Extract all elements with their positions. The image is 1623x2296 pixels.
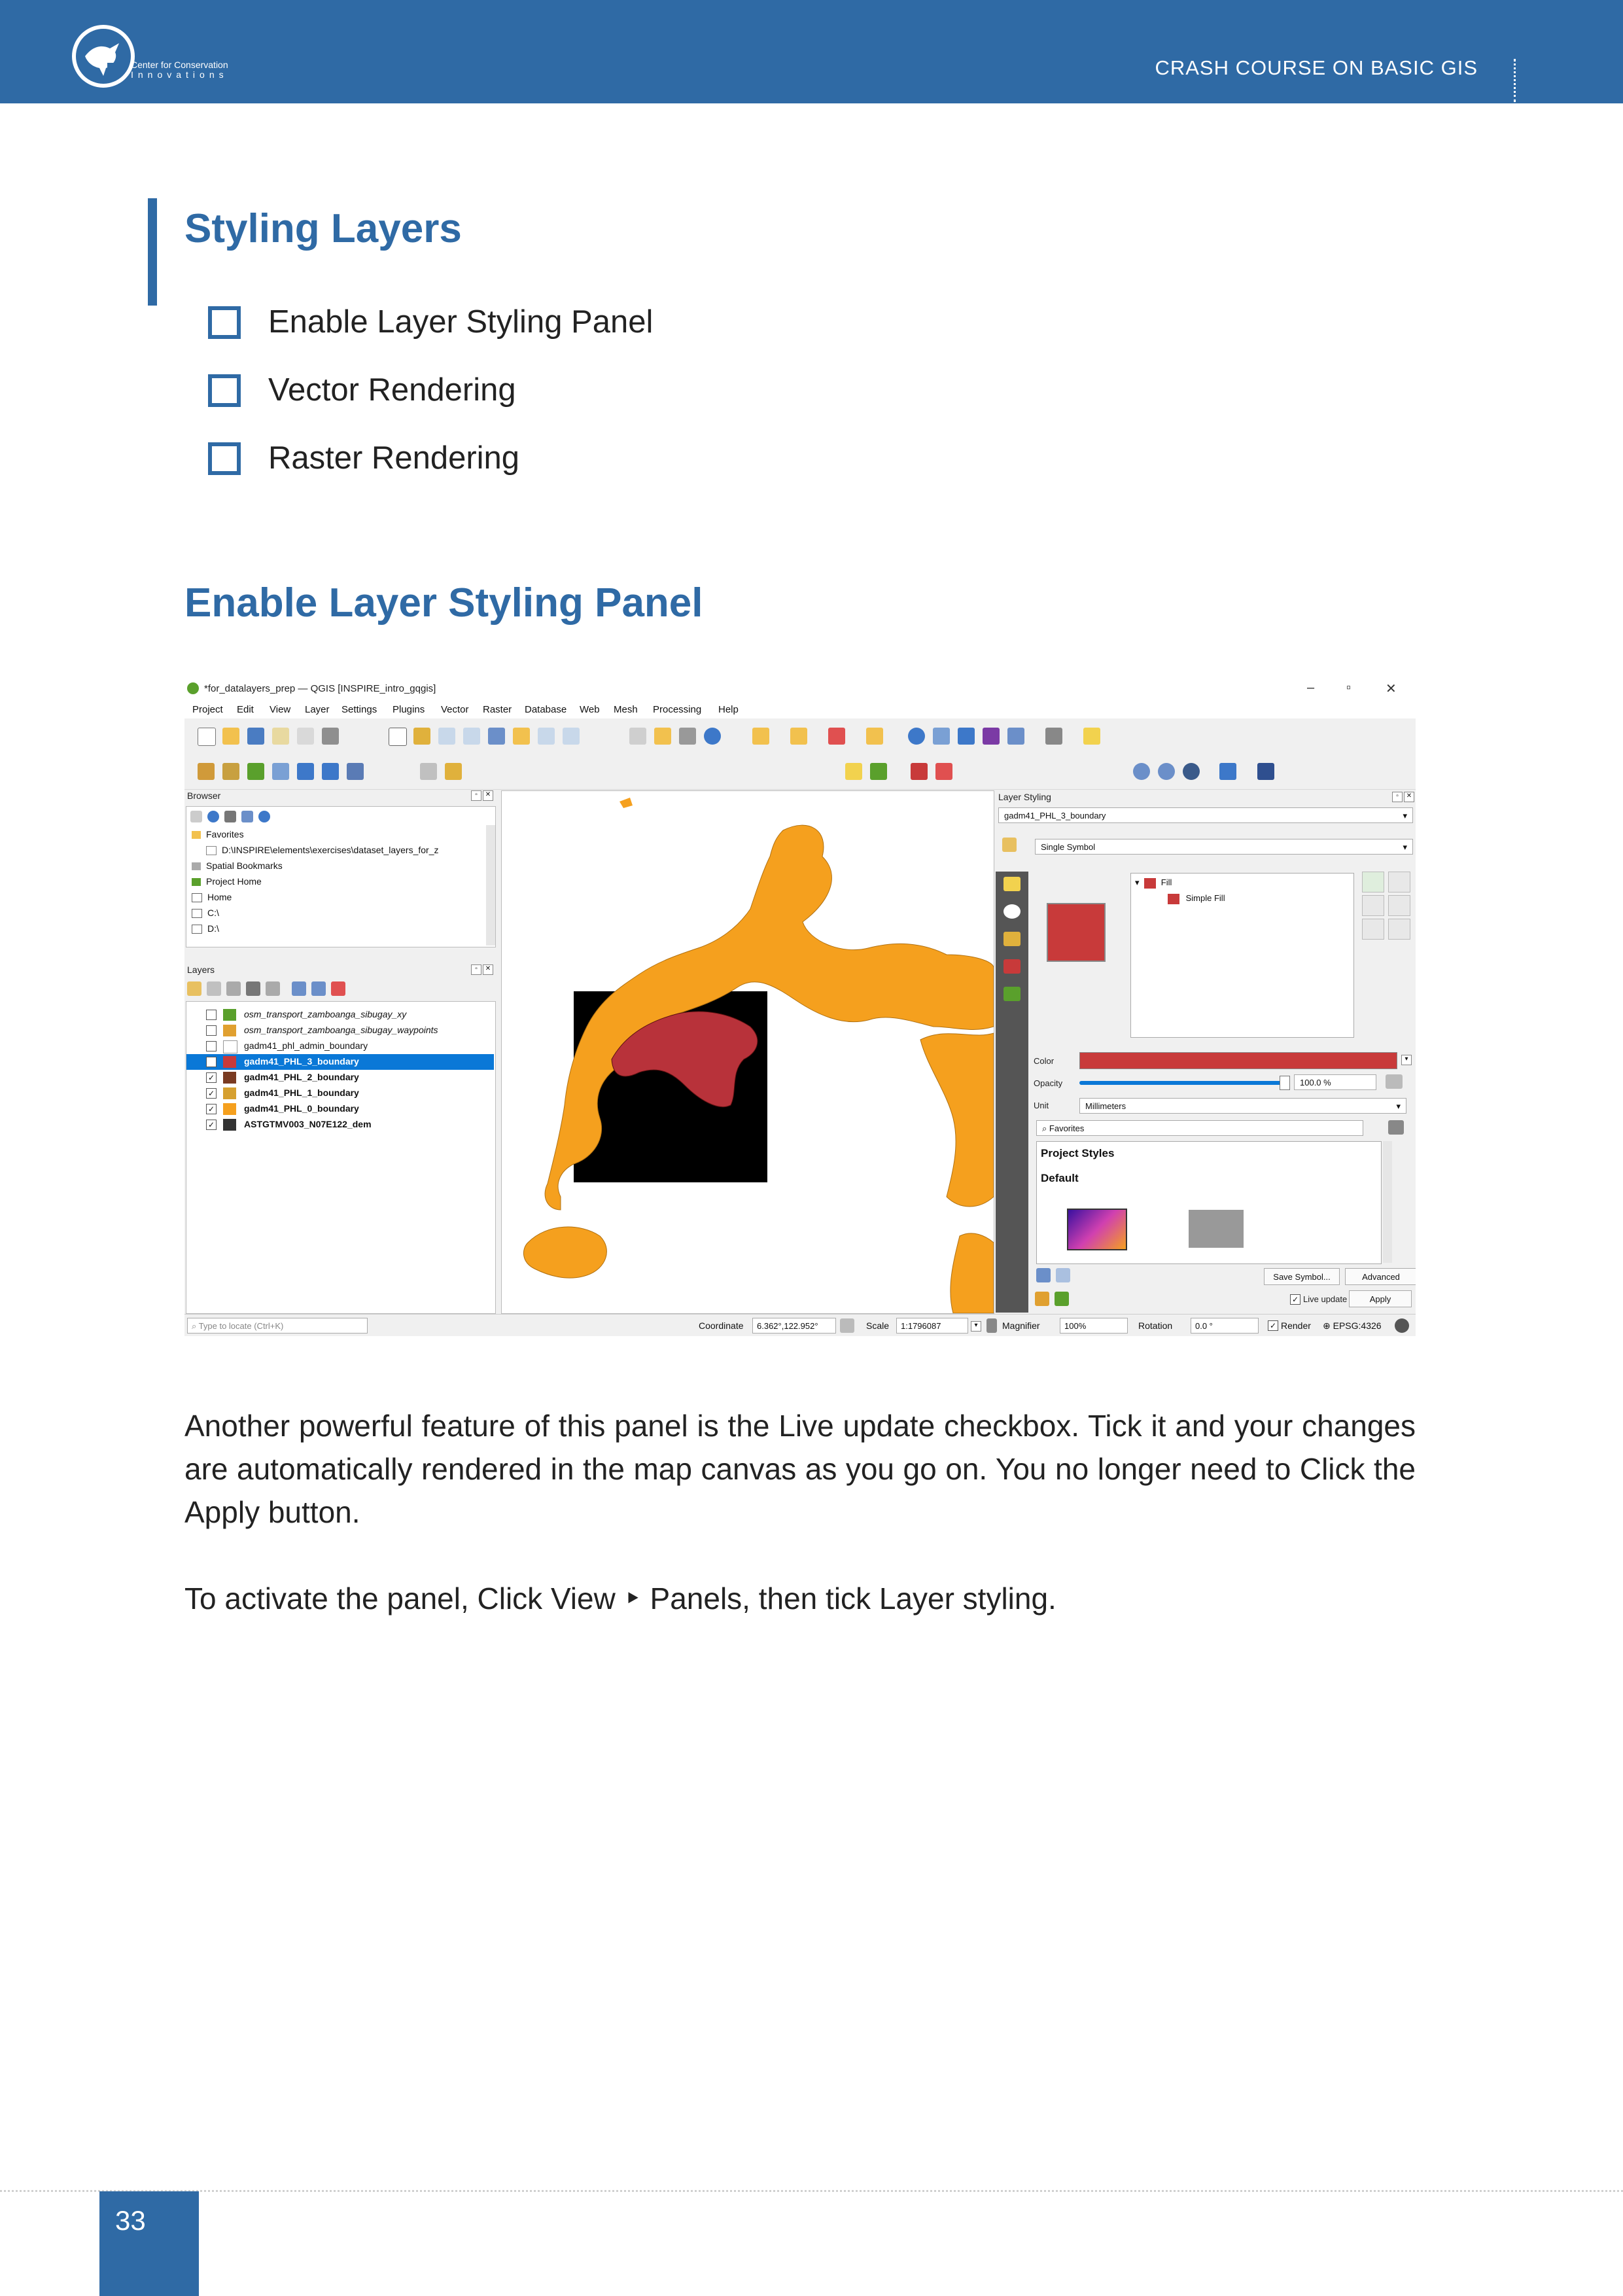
unit-label: Unit [1034, 1101, 1049, 1110]
style-manager-icon[interactable] [322, 728, 339, 745]
zoom-out-icon[interactable] [463, 728, 480, 745]
library-scrollbar[interactable] [1383, 1141, 1392, 1263]
zoom-layer-icon[interactable] [538, 728, 555, 745]
checklist-item-label: Vector Rendering [268, 372, 516, 408]
refresh-icon[interactable] [704, 728, 721, 745]
star-icon [192, 831, 201, 839]
select-value-icon[interactable] [790, 728, 807, 745]
panel-close-icon[interactable]: ✕ [483, 964, 493, 975]
live-update-label: Live update [1303, 1294, 1348, 1304]
crs-value: EPSG:4326 [1333, 1320, 1382, 1331]
rotation-label: Rotation [1138, 1320, 1173, 1331]
tab-history-icon[interactable] [1003, 987, 1021, 1001]
favorites-value: Favorites [1049, 1123, 1085, 1133]
tab-labels-icon[interactable] [1003, 904, 1021, 919]
icon-view-icon[interactable] [1036, 1268, 1051, 1282]
zoom-full-icon[interactable] [488, 728, 505, 745]
footer-divider [0, 2190, 1623, 2192]
toggle-editing-icon[interactable] [420, 763, 437, 780]
browser-item-label: D:\INSPIRE\elements\exercises\dataset_layers_for_z [222, 845, 439, 855]
simple-fill-swatch-icon [1168, 894, 1179, 904]
list-view-icon[interactable] [1056, 1268, 1070, 1282]
main-toolbar [184, 718, 1416, 754]
add-selected-icon[interactable] [190, 811, 202, 822]
remove-symbol-layer-button[interactable] [1362, 895, 1384, 916]
checkbox-icon [208, 374, 241, 407]
magnifier-field[interactable]: 100% [1060, 1318, 1128, 1333]
styling-footer [1028, 1288, 1416, 1313]
layer-row[interactable] [186, 1070, 494, 1086]
browser-item-label: Favorites [206, 829, 244, 839]
settings-gear-icon[interactable] [958, 728, 975, 745]
locator-placeholder: Type to locate (Ctrl+K) [198, 1321, 284, 1331]
layer-visibility-checkbox[interactable]: ✓ [206, 1088, 217, 1099]
unit-value: Millimeters [1085, 1101, 1126, 1111]
annotation-icon[interactable] [1083, 728, 1100, 745]
coordinate-field[interactable]: 6.362°,122.952° [752, 1318, 836, 1333]
style-library-icon[interactable] [1388, 1120, 1404, 1135]
island-southeast [951, 1233, 994, 1313]
opacity-slider-handle[interactable] [1280, 1076, 1290, 1090]
organization-name [131, 60, 228, 80]
layer-symbol-icon [223, 1009, 236, 1021]
filter-icon[interactable] [246, 981, 260, 996]
renderer-dropdown[interactable] [1035, 839, 1413, 855]
browser-panel-title: Browser [187, 790, 221, 801]
browser-item-drive-d[interactable] [192, 923, 219, 934]
drive-icon [192, 925, 202, 934]
move-up-button[interactable] [1388, 872, 1410, 892]
redo-icon[interactable] [1055, 1292, 1069, 1306]
color-label: Color [1034, 1056, 1055, 1066]
map-canvas[interactable] [501, 790, 994, 1314]
layer-visibility-checkbox[interactable]: ✓ [206, 1104, 217, 1114]
add-symbol-layer-button[interactable] [1362, 872, 1384, 892]
menu-help[interactable]: Help [718, 704, 739, 715]
browser-toolbar [190, 811, 321, 825]
symbol-layer-tree [1130, 873, 1354, 1038]
collapse-all-icon[interactable] [311, 981, 326, 996]
browser-item-project-home[interactable] [192, 876, 262, 887]
page-number: 33 [115, 2205, 146, 2236]
pencil-edit-icon[interactable] [445, 763, 462, 780]
layer-symbol-icon [223, 1025, 236, 1036]
layer-name: ASTGTMV003_N07E122_dem [244, 1119, 372, 1129]
browser-panel [186, 806, 496, 947]
menu-settings[interactable]: Settings [341, 704, 377, 715]
minimize-button[interactable]: – [1307, 680, 1315, 695]
opacity-slider[interactable] [1079, 1081, 1282, 1085]
close-button[interactable]: ✕ [1386, 682, 1397, 696]
panel-float-icon[interactable]: ▫ [471, 790, 481, 801]
add-mesh-icon[interactable] [347, 763, 364, 780]
open-project-icon[interactable] [222, 728, 239, 745]
layer-row[interactable] [186, 1117, 494, 1133]
island-south [523, 1227, 606, 1278]
symbol-tree-fill-label: Fill [1161, 877, 1172, 887]
favorites-search[interactable] [1036, 1120, 1363, 1136]
apply-button[interactable]: Apply [1349, 1290, 1412, 1307]
expand-arrow-icon: ▾ [1135, 877, 1140, 887]
new-map-view-icon[interactable] [629, 728, 646, 745]
layer-name: osm_transport_zamboanga_sibugay_xy [244, 1009, 407, 1019]
browser-scrollbar[interactable] [486, 825, 495, 945]
browser-item-drive-c[interactable] [192, 908, 219, 918]
layer-row[interactable] [186, 1101, 494, 1117]
zoom-in-icon[interactable] [438, 728, 455, 745]
temporal-controller-icon[interactable] [679, 728, 696, 745]
symbol-tree-simple-fill-label: Simple Fill [1185, 893, 1225, 903]
expression-filter-icon[interactable] [266, 981, 280, 996]
layer-name: gadm41_PHL_1_boundary [244, 1087, 359, 1098]
advanced-button[interactable]: Advanced [1345, 1268, 1416, 1285]
layer-select-dropdown[interactable] [998, 807, 1413, 823]
browser-item-label: Project Home [206, 876, 262, 887]
style-brush-icon[interactable] [187, 981, 201, 996]
measure-icon[interactable] [866, 728, 883, 745]
opacity-label: Opacity [1034, 1078, 1063, 1088]
python-console-icon[interactable] [1219, 763, 1236, 780]
lock-button[interactable] [1388, 919, 1410, 940]
symbol-preview-swatch [1047, 903, 1106, 962]
page-header [0, 0, 1623, 103]
browser-item-folder[interactable] [206, 845, 438, 855]
secondary-toolbar [184, 754, 1416, 790]
duplicate-button[interactable] [1362, 919, 1384, 940]
new-geopackage-icon[interactable] [222, 763, 239, 780]
color-button[interactable] [1079, 1052, 1397, 1069]
menu-vector[interactable]: Vector [441, 704, 469, 715]
folder-icon [206, 846, 217, 855]
layer-symbol-icon [223, 1056, 236, 1068]
styling-tabs [996, 872, 1028, 1313]
layer-select-value: gadm41_PHL_3_boundary [1004, 811, 1106, 821]
paragraph-activate-panel: To activate the panel, Click View ‣ Panels, then tick Layer styling. [184, 1581, 1056, 1616]
menu-web[interactable]: Web [580, 704, 600, 715]
expand-all-icon[interactable] [292, 981, 306, 996]
layer-row[interactable] [186, 1007, 494, 1023]
browser-item-bookmarks[interactable] [192, 860, 283, 871]
statistics-sum-icon[interactable] [983, 728, 1000, 745]
live-update-checkbox[interactable]: ✓ [1290, 1294, 1300, 1305]
eye-icon[interactable] [226, 981, 241, 996]
panel-float-icon[interactable]: ▫ [471, 964, 481, 975]
search-icon: ⌕ [192, 1321, 199, 1331]
opacity-value: 100.0 % [1300, 1078, 1331, 1087]
symbol-tree-fill[interactable] [1135, 877, 1172, 889]
layer-name: osm_transport_zamboanga_sibugay_waypoints [244, 1025, 438, 1035]
layer-styling-panel [996, 790, 1416, 1313]
project-styles-heading: Project Styles [1041, 1147, 1115, 1159]
attribute-table-icon[interactable] [933, 728, 950, 745]
layer-name: gadm41_PHL_2_boundary [244, 1072, 359, 1082]
messages-icon[interactable] [1395, 1318, 1409, 1333]
layers-panel [186, 1001, 496, 1314]
undo-icon[interactable] [1035, 1292, 1049, 1306]
layer-visibility-checkbox[interactable] [206, 1025, 217, 1036]
layer-name: gadm41_PHL_3_boundary [244, 1056, 359, 1067]
crs-indicator[interactable] [1323, 1320, 1382, 1332]
layer-symbol-icon [223, 1103, 236, 1115]
new-project-icon[interactable] [198, 728, 216, 746]
page-number-box [99, 2191, 199, 2296]
layer-symbol-icon [223, 1119, 236, 1131]
layer-symbol-icon [223, 1072, 236, 1084]
checklist-item-label: Enable Layer Styling Panel [268, 304, 654, 340]
print-layout-icon[interactable] [272, 728, 289, 745]
browser-item-label: Home [207, 892, 232, 902]
qgis-logo-icon [187, 682, 199, 694]
add-group-icon[interactable] [207, 981, 221, 996]
default-heading: Default [1041, 1172, 1079, 1184]
coordinate-toggle-icon[interactable] [840, 1318, 854, 1333]
new-bookmark-icon[interactable] [654, 728, 671, 745]
add-vector-icon[interactable] [247, 763, 264, 780]
identify-icon[interactable] [908, 728, 925, 745]
document-title: CRASH COURSE ON BASIC GIS [1155, 56, 1478, 79]
scale-field[interactable]: 1:1796087 [896, 1318, 968, 1333]
drive-icon [192, 909, 202, 918]
layer-name: gadm41_phl_admin_boundary [244, 1040, 368, 1051]
pan-map-icon[interactable] [389, 728, 407, 746]
gradient-symbol-tile[interactable] [1067, 1209, 1127, 1250]
menu-view[interactable]: View [270, 704, 291, 715]
style-brush-icon[interactable] [1002, 838, 1017, 852]
chevron-down-icon: ▾ [1403, 842, 1407, 852]
panel-close-icon[interactable]: ✕ [1404, 792, 1414, 802]
render-label: Render [1281, 1320, 1311, 1331]
symbol-tree-simple-fill[interactable] [1168, 893, 1225, 904]
tab-3d-icon[interactable] [1003, 932, 1021, 946]
zoom-selection-icon[interactable] [513, 728, 530, 745]
network-icon[interactable] [1183, 763, 1200, 780]
color-menu-icon[interactable]: ▾ [1401, 1055, 1412, 1065]
section-accent-bar [148, 198, 157, 306]
label-highlight-icon[interactable] [935, 763, 952, 780]
menu-bar [184, 700, 1416, 719]
tab-mask-icon[interactable] [1003, 959, 1021, 974]
home-icon [192, 893, 202, 902]
map-render [502, 791, 994, 1313]
info-icon[interactable] [258, 811, 270, 822]
bookmark-icon [192, 862, 201, 870]
layer-row[interactable] [186, 1086, 494, 1101]
lock-scale-icon[interactable] [986, 1318, 997, 1333]
menu-mesh[interactable]: Mesh [614, 704, 638, 715]
menu-processing[interactable]: Processing [653, 704, 702, 715]
window-title: *for_datalayers_prep — QGIS [INSPIRE_intro_gqgis] [204, 683, 436, 694]
data-source-manager-icon[interactable] [198, 763, 215, 780]
paragraph-live-update: Another powerful feature of this panel is the Live update checkbox. Tick it and your changes are automatically rendered in the map canvas as you go on. You no longer need to Click the Apply button. [184, 1409, 1416, 1529]
coordinate-label: Coordinate [699, 1320, 744, 1331]
layer-name: gadm41_PHL_0_boundary [244, 1103, 359, 1114]
scale-label: Scale [866, 1320, 890, 1331]
menu-plugins[interactable]: Plugins [393, 704, 425, 715]
browser-item-label: C:\ [207, 908, 219, 918]
layer-row[interactable] [186, 1054, 494, 1070]
browser-item-label: Spatial Bookmarks [206, 860, 283, 871]
layer-visibility-checkbox[interactable]: ✓ [206, 1057, 217, 1067]
label-abc-icon[interactable] [845, 763, 862, 780]
label-pin-icon[interactable] [870, 763, 887, 780]
pan-to-selection-icon[interactable] [413, 728, 430, 745]
zoom-native-icon[interactable] [563, 728, 580, 745]
data-defined-override-icon[interactable] [1386, 1074, 1403, 1089]
layers-panel-title: Layers [187, 964, 215, 975]
fill-swatch-icon [1144, 878, 1156, 889]
browser-item-label: D:\ [207, 923, 219, 934]
layer-symbol-icon [223, 1040, 237, 1053]
rotation-field[interactable]: 0.0 ° [1191, 1318, 1259, 1333]
diagram-icon[interactable] [911, 763, 928, 780]
move-down-button[interactable] [1388, 895, 1410, 916]
magnifier-label: Magnifier [1002, 1320, 1040, 1331]
layer-visibility-checkbox[interactable] [206, 1010, 217, 1020]
menu-raster[interactable]: Raster [483, 704, 512, 715]
save-symbol-button[interactable]: Save Symbol... [1264, 1268, 1340, 1285]
add-raster-icon[interactable] [322, 763, 339, 780]
chevron-down-icon: ▾ [1403, 811, 1407, 821]
filter-icon[interactable] [224, 811, 236, 822]
deselect-icon[interactable] [828, 728, 845, 745]
org-sub-line: Innovations [131, 69, 228, 80]
globe-search-icon[interactable] [1133, 763, 1150, 780]
unit-dropdown[interactable] [1079, 1098, 1406, 1114]
menu-edit[interactable]: Edit [237, 704, 254, 715]
chevron-down-icon: ▾ [1396, 1101, 1401, 1111]
search-icon: ⌕ [1042, 1123, 1049, 1133]
layer-row[interactable] [186, 1038, 494, 1054]
org-name-line: Center for Conservation [131, 60, 228, 70]
gray-symbol-tile[interactable] [1189, 1210, 1244, 1248]
renderer-value: Single Symbol [1041, 842, 1096, 852]
landmass-east [920, 1033, 994, 1207]
collapse-all-icon[interactable] [241, 811, 253, 822]
checkbox-icon [208, 442, 241, 475]
layer-row[interactable] [186, 1023, 494, 1038]
panel-float-icon[interactable]: ▫ [1392, 792, 1403, 802]
layer-visibility-checkbox[interactable] [206, 1041, 217, 1051]
tab-symbology-icon[interactable] [1003, 877, 1021, 891]
scale-dropdown-icon[interactable]: ▾ [971, 1321, 981, 1332]
checkbox-icon [208, 306, 241, 339]
restore-button[interactable]: ▫ [1346, 680, 1352, 695]
save-project-icon[interactable] [247, 728, 264, 745]
window-titlebar [184, 678, 1416, 700]
qgis-screenshot [184, 678, 1416, 1336]
menu-layer[interactable]: Layer [305, 704, 330, 715]
section-title: Styling Layers [184, 206, 462, 251]
opacity-input[interactable] [1294, 1074, 1376, 1090]
panel-close-icon[interactable]: ✕ [483, 790, 493, 801]
table-icon[interactable] [1007, 728, 1024, 745]
menu-project[interactable]: Project [192, 704, 223, 715]
browser-item-home[interactable] [192, 892, 232, 902]
organization-logo [72, 25, 135, 88]
subsection-title: Enable Layer Styling Panel [184, 580, 703, 626]
refresh-icon[interactable] [207, 811, 219, 822]
render-checkbox[interactable]: ✓ [1268, 1320, 1278, 1331]
remove-layer-icon[interactable] [331, 981, 345, 996]
layer-visibility-checkbox[interactable]: ✓ [206, 1120, 217, 1130]
islet [620, 798, 633, 808]
menu-database[interactable]: Database [525, 704, 567, 715]
globe-plugin-icon[interactable] [1158, 763, 1175, 780]
layer-symbol-icon [223, 1087, 236, 1099]
select-features-icon[interactable] [752, 728, 769, 745]
ruler-icon[interactable] [1045, 728, 1062, 745]
browser-item-favorites[interactable] [192, 829, 244, 839]
symbol-library [1036, 1141, 1382, 1264]
digitize-icon[interactable] [272, 763, 289, 780]
layout-manager-icon[interactable] [297, 728, 314, 745]
status-bar [184, 1314, 1416, 1336]
eagle-icon [80, 34, 127, 81]
add-wms-icon[interactable] [297, 763, 314, 780]
help-icon[interactable] [1257, 763, 1274, 780]
locator-search-input[interactable] [187, 1318, 368, 1333]
project-home-icon [192, 878, 201, 886]
header-divider [1514, 59, 1516, 102]
layer-styling-title: Layer Styling [998, 792, 1051, 802]
layers-toolbar [187, 980, 383, 997]
layer-visibility-checkbox[interactable]: ✓ [206, 1072, 217, 1083]
globe-icon: ⊕ [1323, 1320, 1333, 1331]
checklist-item-label: Raster Rendering [268, 440, 520, 476]
